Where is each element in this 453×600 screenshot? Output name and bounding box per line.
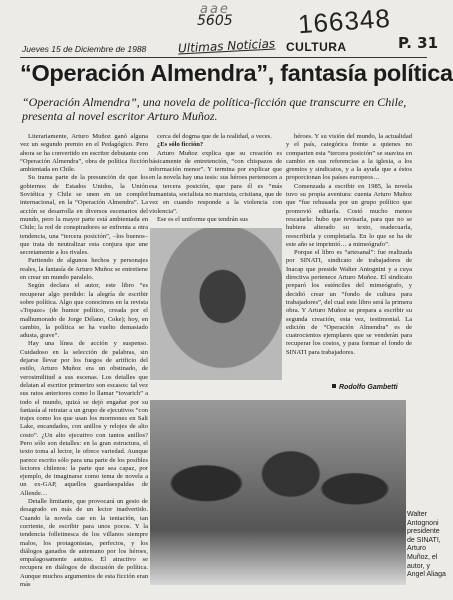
paragraph: Hay una línea de acción y suspenso. Cuidadoso en la selección de palabras, sin dejarse llevar por los fuegos de artificio del estilo, Arturo Muñoz era un obstinado, de verosimilitud a sus escenas. Los detalles que delatan al escritor primerizo son escasos: tal vez sus ratos anteriores como lo llamar “tovarich” a todo el mundo, quizá se dejó engañar por su fantasía al retratar a un grupo de ejecutivos “con trajes como los que usan los mormones en Salt Lake, encandados, con anillos y relojes de alto costo”. ¿Un alto ejecutivo con tantos anillos? Pero sólo son detalles: en la gran estructura, el texto toma al lector, le ofrece variedad. Aunque parece escrito sólo para una parte de los posibles lectores chilenos: la parte que sea capaz, por ejemplo, de imaginarse como tema de novela a un ex-GAP, aquellos guardaespaldas de Allende… [20,340,148,497]
handwritten-page-number: P. 31 [398,34,439,52]
paragraph: Según declara el autor, este libro “es recuperar algo perdido: la alegría de escribir sobre política. Algo que conocimos en la revista «Topaze» (de humor político, creada por el malhumorado de Jorge Délano, Coke); hoy, en cambio, la política se ha vuelto demasiado adusta, grave”. [20,282,148,340]
article-deck: “Operación Almendra”, una novela de política-ficción que transcurre en Chile, presenta al novel escritor Arturo Muñoz. [22,95,407,123]
paragraph: Arturo Muñoz explica que su creación es básicamente de entretención, “con chispazos de información menor”. Y termina por explicar que en la novela hay una tesis: sus héroes pertenecen a esa tercera posición, que para él es “más humanista, socialista no marxista, cristiana, que de vez en cuando responde a la violencia con violencia”. [149,149,282,215]
dateline: Jueves 15 de Diciembre de 1988 [22,44,147,54]
group-photo [150,400,406,585]
paragraph: Su trama parte de la presunción de que los gobiernos de Estados Unidos, la Unión Soviética y Chile se unen en un complot internacional, en la “Operación Almendra”. La acción se desarrolla en diversos escenarios del mundo, pero la mayor parte está ambientada en Chile; la red de conspiradores se enfrenta a otra tendencia, una “tercera posición”, –los buenos– que trata de neutralizar esta conjura que une secretamente a los rivales. [20,174,148,257]
photo-caption: Walter Antognoni presidente de SINATI, Arturo Muñoz, el autor, y Angel Aliaga [407,511,446,579]
handwritten-publication-name: Ultimas Noticias [177,36,276,56]
handwritten-catalog-number-right: 166348 [297,2,392,40]
paragraph: Literariamente, Arturo Muñoz ganó alguna vez un segundo premio en el Pedagógico. Pero ahora se ha convertido en escritor debutante con “Operación Almendra”, obra de política ficción ambientada en Chile. [20,133,148,174]
article-column-1 [20,133,148,589]
paragraph: Ese es el uniforme que tendrán sus [157,215,248,223]
paragraph: Comenzada a escribir en 1985, la novela tuvo su propia aventura: cuenta Arturo Muñoz que “fue rehusada por un grupo político que promovió editarla. Costó mucho menos rescatarla: hubo que revisarla, para que no se hubiera alterado su texto, readecuarla, reescribirla y completarla. En lo que se ha de este año se imprimió… a mimeógrafo”. [286,182,412,248]
headline: “Operación Almendra”, fantasía política [20,60,453,86]
paragraph: Porque el libro es “artesanal”: fue realizada por SINATI, sindicato de trabajadores de Inacap que preside Walter Antognini y a cuya directiva pertenece Arturo Muñoz. El sindicato preparó los esténciles del mimeógrafo, y decidió crear un “fondo de cultura para trabajadores”, del cual este libro será la primera obra. Y Arturo Muñoz se prepara a escribir su segunda creación, esta vez, testimonial. La edición de “Operación Almendra” es de cuatrocientos ejemplares que se venderán para recuperar los costos, y para formar el fondo de SINATI para trabajadores. [286,249,412,356]
paragraph: Partiendo de algunos hechos y personajes reales, la fantasía de Arturo Muñoz se entretiene en crear un mundo paralelo. [20,257,148,282]
author-portrait-photo [150,228,282,380]
section-title: CULTURA [286,40,347,54]
photo-credit: Rodolfo Gambetti [332,384,398,391]
handwritten-top-mark: aae [200,2,230,17]
article-column-3 [286,133,412,378]
paragraph: Detalle limitante, que provocará un gesto de desagrado en más de un lector inadvertido. Cuando la novela cae en la tentación, tan corriente, de escribir para unos pocos. Y la tendencia folletinesca de los villanos siempre malos, los protagonistas, perfectos, y los diálogos ganados de antemano por los héroes, empalagosamente astutos. El atractivo se recupera en diálogos de discusión de política. Aunque muchos argumentos de esta ficción eran más [20,498,148,589]
paragraph: cerca del dogma que de la realidad, a veces. [157,133,272,140]
paragraph: héroes. Y su visión del mundo, la actualidad y el país, categórica frente a quienes no comparten esta “tercera posición” se suaviza en cambio en sus referencias a la iglesia, a los gremios y sindicatos, y a la ayuda que a éstos proporcionan los países europeos… [286,133,412,182]
subheading: ¿Es sólo ficción? [157,141,204,149]
handwritten-catalog-number-left: 5605 [197,13,233,29]
header-rule [20,57,427,58]
